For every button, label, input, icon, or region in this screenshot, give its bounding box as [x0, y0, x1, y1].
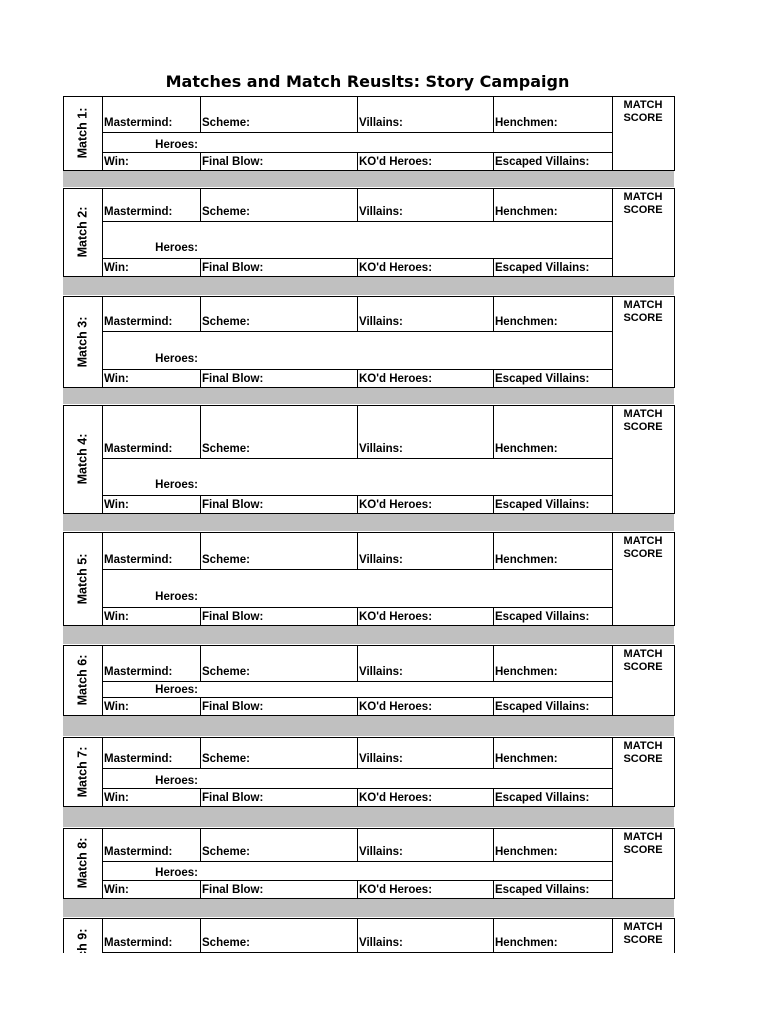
escaped-villains-field[interactable]: Escaped Villains:	[495, 611, 590, 623]
final-blow-field[interactable]: Final Blow:	[202, 499, 264, 511]
mastermind-field[interactable]: Mastermind:	[104, 753, 173, 765]
match-score-line1: MATCH	[623, 191, 663, 203]
final-blow-field[interactable]: Final Blow:	[202, 792, 264, 804]
win-field[interactable]: Win:	[104, 156, 129, 168]
final-blow-field[interactable]: Final Blow:	[202, 884, 264, 896]
match-score-line1: MATCH	[623, 831, 663, 843]
match-score-line2: SCORE	[623, 661, 663, 673]
win-field[interactable]: Win:	[104, 499, 129, 511]
villains-field[interactable]: Villains:	[359, 117, 403, 129]
match-label-text: Match 6:	[75, 654, 90, 706]
match-label-text: Match 1:	[75, 107, 90, 159]
henchmen-field[interactable]: Henchmen:	[495, 753, 558, 765]
mastermind-field[interactable]: Mastermind:	[104, 846, 173, 858]
villains-field[interactable]: Villains:	[359, 554, 403, 566]
match-score-line1: MATCH	[623, 921, 663, 933]
separator-band	[63, 171, 674, 187]
match-score-line2: SCORE	[623, 421, 663, 433]
match-label-text: Match 8:	[75, 837, 90, 889]
escaped-villains-field[interactable]: Escaped Villains:	[495, 156, 590, 168]
separator-band	[63, 899, 674, 917]
kod-heroes-field[interactable]: KO'd Heroes:	[359, 611, 433, 623]
match-label	[63, 737, 102, 806]
separator-band	[63, 626, 674, 644]
kod-heroes-field[interactable]: KO'd Heroes:	[359, 373, 433, 385]
match-score-line1: MATCH	[623, 535, 663, 547]
villains-field[interactable]: Villains:	[359, 846, 403, 858]
kod-heroes-field[interactable]: KO'd Heroes:	[359, 262, 433, 274]
match-label	[63, 532, 102, 625]
match-score-line2: SCORE	[623, 548, 663, 560]
page-title: Matches and Match Reuslts: Story Campaign	[165, 72, 570, 91]
henchmen-field[interactable]: Henchmen:	[495, 443, 558, 455]
separator-band	[63, 277, 674, 295]
villains-field[interactable]: Villains:	[359, 206, 403, 218]
scheme-field[interactable]: Scheme:	[202, 316, 250, 328]
page-bottom-margin	[0, 953, 768, 1024]
heroes-field[interactable]: Heroes:	[155, 591, 198, 603]
kod-heroes-field[interactable]: KO'd Heroes:	[359, 792, 433, 804]
match-score-label	[612, 408, 674, 438]
escaped-villains-field[interactable]: Escaped Villains:	[495, 701, 590, 713]
win-field[interactable]: Win:	[104, 262, 129, 274]
kod-heroes-field[interactable]: KO'd Heroes:	[359, 701, 433, 713]
match-label	[63, 188, 102, 276]
match-score-line2: SCORE	[623, 204, 663, 216]
match-label-text: Match 3:	[75, 316, 90, 367]
henchmen-field[interactable]: Henchmen:	[495, 554, 558, 566]
villains-field[interactable]: Villains:	[359, 666, 403, 678]
mastermind-field[interactable]: Mastermind:	[104, 666, 173, 678]
match-label	[63, 645, 102, 715]
match-score-label	[612, 299, 674, 329]
kod-heroes-field[interactable]: KO'd Heroes:	[359, 499, 433, 511]
match-score-label	[612, 191, 674, 221]
henchmen-field[interactable]: Henchmen:	[495, 117, 558, 129]
match-label-text: Match 2:	[75, 206, 90, 258]
separator-band	[63, 388, 674, 404]
heroes-field[interactable]: Heroes:	[155, 139, 198, 151]
villains-field[interactable]: Villains:	[359, 937, 403, 949]
match-score-label	[612, 648, 674, 678]
separator-band	[63, 716, 674, 736]
final-blow-field[interactable]: Final Blow:	[202, 701, 264, 713]
final-blow-field[interactable]: Final Blow:	[202, 156, 264, 168]
scheme-field[interactable]: Scheme:	[202, 666, 250, 678]
match-label-text: Match 4:	[75, 433, 90, 485]
final-blow-field[interactable]: Final Blow:	[202, 262, 264, 274]
scheme-field[interactable]: Scheme:	[202, 554, 250, 566]
escaped-villains-field[interactable]: Escaped Villains:	[495, 884, 590, 896]
scheme-field[interactable]: Scheme:	[202, 117, 250, 129]
match-label	[63, 828, 102, 898]
scheme-field[interactable]: Scheme:	[202, 846, 250, 858]
henchmen-field[interactable]: Henchmen:	[495, 316, 558, 328]
heroes-field[interactable]: Heroes:	[155, 684, 198, 696]
match-label	[63, 96, 102, 170]
match-score-line2: SCORE	[623, 112, 663, 124]
henchmen-field[interactable]: Henchmen:	[495, 846, 558, 858]
henchmen-field[interactable]: Henchmen:	[495, 666, 558, 678]
heroes-field[interactable]: Heroes:	[155, 479, 198, 491]
match-score-line2: SCORE	[623, 934, 663, 946]
scheme-field[interactable]: Scheme:	[202, 206, 250, 218]
henchmen-field[interactable]: Henchmen:	[495, 206, 558, 218]
match-score-line1: MATCH	[623, 648, 663, 660]
mastermind-field[interactable]: Mastermind:	[104, 443, 173, 455]
mastermind-field[interactable]: Mastermind:	[104, 554, 173, 566]
escaped-villains-field[interactable]: Escaped Villains:	[495, 792, 590, 804]
match-score-label	[612, 535, 674, 565]
mastermind-field[interactable]: Mastermind:	[104, 316, 173, 328]
match-score-line1: MATCH	[623, 740, 663, 752]
match-score-line1: MATCH	[623, 99, 663, 111]
match-score-label	[612, 740, 674, 770]
match-score-label	[612, 921, 674, 951]
mastermind-field[interactable]: Mastermind:	[104, 206, 173, 218]
scheme-field[interactable]: Scheme:	[202, 937, 250, 949]
final-blow-field[interactable]: Final Blow:	[202, 611, 264, 623]
heroes-field[interactable]: Heroes:	[155, 242, 198, 254]
final-blow-field[interactable]: Final Blow:	[202, 373, 264, 385]
scheme-field[interactable]: Scheme:	[202, 443, 250, 455]
villains-field[interactable]: Villains:	[359, 443, 403, 455]
mastermind-field[interactable]: Mastermind:	[104, 117, 173, 129]
heroes-field[interactable]: Heroes:	[155, 867, 198, 879]
escaped-villains-field[interactable]: Escaped Villains:	[495, 373, 590, 385]
escaped-villains-field[interactable]: Escaped Villains:	[495, 262, 590, 274]
match-label	[63, 296, 102, 387]
match-label-text: Match 7:	[75, 746, 90, 797]
heroes-field[interactable]: Heroes:	[155, 775, 198, 787]
kod-heroes-field[interactable]: KO'd Heroes:	[359, 156, 433, 168]
win-field[interactable]: Win:	[104, 884, 129, 896]
match-score-label	[612, 99, 674, 129]
match-score-line2: SCORE	[623, 312, 663, 324]
separator-band	[63, 807, 674, 827]
win-field[interactable]: Win:	[104, 373, 129, 385]
villains-field[interactable]: Villains:	[359, 753, 403, 765]
match-label-text: Match 5:	[75, 553, 90, 604]
escaped-villains-field[interactable]: Escaped Villains:	[495, 499, 590, 511]
match-score-line1: MATCH	[623, 408, 663, 420]
kod-heroes-field[interactable]: KO'd Heroes:	[359, 884, 433, 896]
win-field[interactable]: Win:	[104, 611, 129, 623]
match-score-line1: MATCH	[623, 299, 663, 311]
match-score-label	[612, 831, 674, 861]
match-score-line2: SCORE	[623, 753, 663, 765]
match-label	[63, 405, 102, 513]
win-field[interactable]: Win:	[104, 792, 129, 804]
heroes-field[interactable]: Heroes:	[155, 353, 198, 365]
match-score-line2: SCORE	[623, 844, 663, 856]
villains-field[interactable]: Villains:	[359, 316, 403, 328]
win-field[interactable]: Win:	[104, 701, 129, 713]
separator-band	[63, 514, 674, 531]
mastermind-field[interactable]: Mastermind:	[104, 937, 173, 949]
scheme-field[interactable]: Scheme:	[202, 753, 250, 765]
henchmen-field[interactable]: Henchmen:	[495, 937, 558, 949]
